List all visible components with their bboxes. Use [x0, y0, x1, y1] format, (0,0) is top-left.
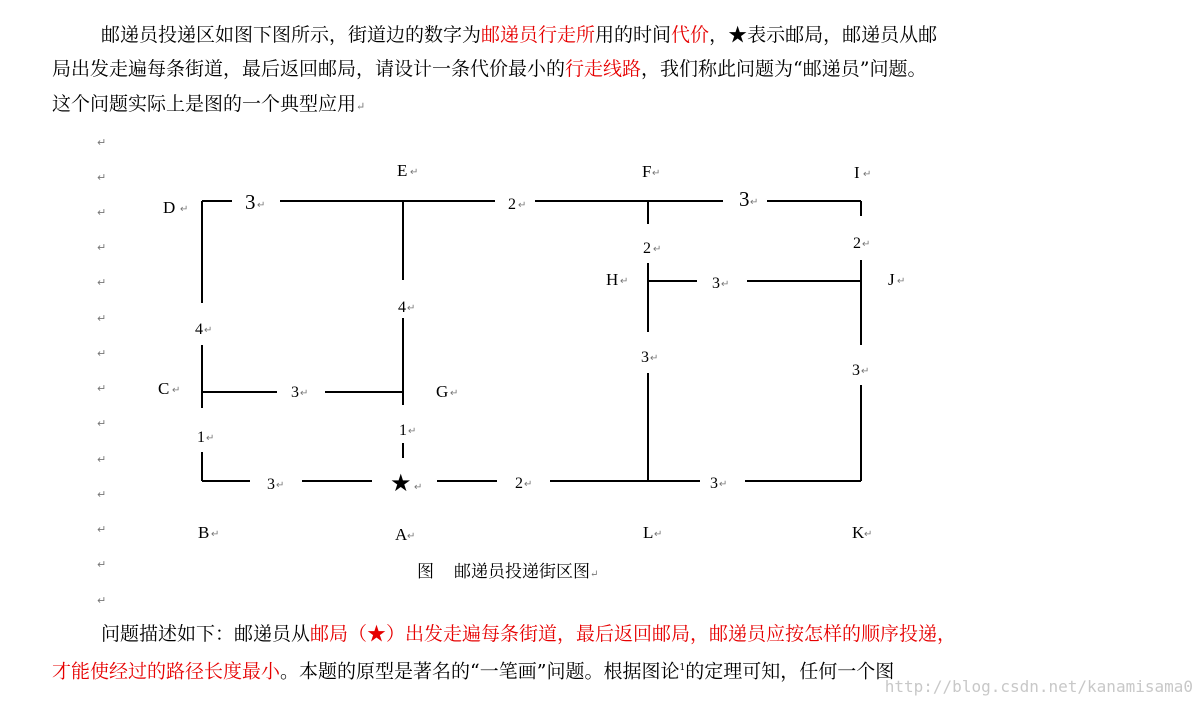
highlight-text: 行走线路 — [565, 58, 642, 80]
caption-label: 图 — [417, 562, 434, 582]
return-mark: ↵ — [650, 353, 659, 364]
node-label-H: H — [606, 270, 619, 289]
return-mark: ↵ — [97, 488, 107, 501]
return-mark: ↵ — [356, 100, 366, 113]
return-mark: ↵ — [97, 594, 107, 607]
return-mark: ↵ — [257, 200, 266, 211]
post-office-star-icon: ★ — [390, 469, 412, 497]
return-mark: ↵ — [862, 239, 871, 250]
return-mark: ↵ — [211, 529, 220, 540]
return-mark: ↵ — [524, 479, 533, 490]
text: 的定理可知，任何一个图 — [685, 660, 895, 683]
return-mark: ↵ — [97, 206, 107, 219]
return-mark: ↵ — [750, 197, 759, 208]
weight-DE: 3 — [245, 190, 256, 214]
return-mark: ↵ — [652, 168, 661, 179]
node-label-I: I — [854, 163, 860, 182]
weight-EF: 2 — [508, 196, 516, 213]
return-mark: ↵ — [410, 167, 419, 178]
return-mark: ↵ — [864, 529, 873, 540]
footnote-ref[interactable]: 1 — [679, 663, 686, 673]
node-label-J: J — [888, 270, 895, 289]
node-label-C: C — [158, 379, 170, 398]
text: 局出发走遍每条街道，最后返回邮局，请设计一条代价最小的 — [52, 58, 566, 80]
return-mark: ↵ — [276, 480, 285, 491]
return-mark: ↵ — [97, 136, 107, 149]
node-label-G: G — [436, 382, 449, 401]
text: 。本题的原型是著名的“一笔画”问题。根据图论 — [280, 660, 680, 683]
return-mark: ↵ — [518, 200, 527, 211]
weight-GA: 1 — [399, 422, 407, 439]
node-label-L: L — [643, 523, 654, 542]
return-mark: ↵ — [654, 529, 663, 540]
weight-FI: 3 — [739, 187, 750, 211]
return-mark: ↵ — [414, 482, 423, 493]
return-mark: ↵ — [97, 558, 107, 571]
figure-caption — [417, 557, 598, 582]
return-mark: ↵ — [206, 433, 215, 444]
node-label-F: F — [642, 162, 652, 181]
text: 这个问题实际上是图的一个典型应用 — [52, 93, 357, 115]
return-mark: ↵ — [653, 244, 662, 255]
node-label-E: E — [397, 161, 408, 180]
return-mark: ↵ — [97, 276, 107, 289]
node-label-A: A — [395, 525, 408, 544]
weight-JK: 3 — [852, 362, 860, 379]
weight-FH: 2 — [643, 240, 651, 257]
return-mark: ↵ — [97, 347, 107, 360]
return-mark: ↵ — [620, 276, 629, 287]
return-mark: ↵ — [97, 523, 107, 536]
return-mark: ↵ — [180, 204, 189, 215]
text: ，我们称此问题为“邮递员”问题。 — [641, 58, 927, 80]
para2-line1 — [101, 617, 956, 651]
text: 用的时间 — [595, 24, 672, 46]
weight-BA: 3 — [267, 476, 275, 493]
highlight-text: 邮递员行走所 — [481, 24, 596, 46]
return-mark: ↵ — [408, 426, 417, 437]
weight-HL: 3 — [641, 349, 649, 366]
return-mark: ↵ — [97, 241, 107, 254]
weight-IJ: 2 — [853, 235, 861, 252]
node-label-B: B — [198, 523, 210, 542]
return-mark: ↵ — [863, 169, 872, 180]
return-mark: ↵ — [97, 382, 107, 395]
return-mark: ↵ — [407, 303, 416, 314]
text: ，★表示邮局，邮递员从邮 — [709, 24, 938, 46]
return-mark: ↵ — [897, 276, 906, 287]
highlight-text: 邮局（★）出发走遍每条街道，最后返回邮局，邮递员应按怎样的顺序投递， — [310, 623, 957, 645]
text: 邮递员投递区如图下图所示，街道边的数字为 — [101, 24, 482, 46]
return-mark: ↵ — [719, 479, 728, 490]
return-mark: ↵ — [97, 417, 107, 430]
return-mark: ↵ — [172, 385, 181, 396]
para2-line2 — [52, 651, 894, 688]
weight-LK: 3 — [710, 475, 718, 492]
return-mark: ↵ — [204, 325, 213, 336]
text: 问题描述如下：邮递员从 — [101, 623, 311, 645]
node-label-D: D — [163, 198, 176, 217]
weight-DC: 4 — [195, 321, 203, 338]
weight-CB: 1 — [197, 429, 205, 446]
return-mark: ↵ — [97, 171, 107, 184]
highlight-text: 才能使经过的路径长度最小 — [52, 660, 281, 683]
street-edges — [202, 201, 861, 481]
watermark: http://blog.csdn.net/kanamisama0 — [884, 677, 1193, 696]
highlight-text: 代价 — [671, 24, 710, 46]
weight-HJ: 3 — [712, 275, 720, 292]
return-mark: ↵ — [861, 366, 870, 377]
return-mark: ↵ — [721, 279, 730, 290]
node-label-K: K — [852, 523, 865, 542]
return-mark: ↵ — [590, 569, 599, 580]
weight-EG: 4 — [398, 299, 406, 316]
return-mark: ↵ — [407, 531, 416, 542]
return-mark: ↵ — [97, 453, 107, 466]
return-mark: ↵ — [97, 312, 107, 325]
return-mark: ↵ — [450, 388, 459, 399]
return-mark: ↵ — [300, 388, 309, 399]
weight-AL: 2 — [515, 475, 523, 492]
caption-title: 邮递员投递街区图 — [454, 562, 590, 582]
weight-CG: 3 — [291, 384, 299, 401]
